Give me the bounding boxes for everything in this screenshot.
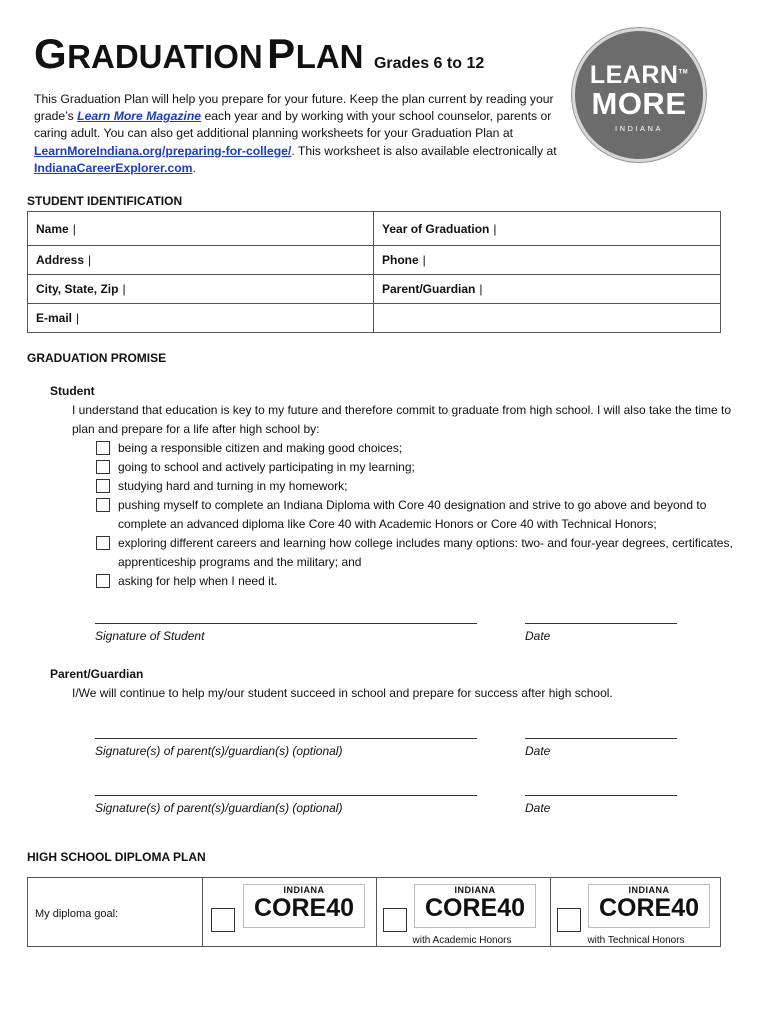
graduation-promise-heading: GRADUATION PROMISE [27,351,167,365]
student-signature-label: Signature of Student [95,629,205,643]
promise-item: going to school and actively participating in my learning; [96,458,736,477]
parent-signature-line[interactable] [95,738,477,739]
diploma-option-technical-honors [550,878,722,946]
core40-checkbox[interactable] [211,908,235,932]
parent-date-line[interactable] [525,738,677,739]
core40-logo: INDIANA CORE40 [243,884,365,928]
promise-item: pushing myself to complete an Indiana Diploma with Core 40 designation and strive to go above and beyond to complete an advanced diploma like Core 40 with Academic Honors or Core 40 with Technical Honors; [96,496,736,534]
year-of-graduation-field[interactable]: Year of Graduation | [374,212,721,246]
city-state-zip-field[interactable]: City, State, Zip | [28,275,374,304]
parent-commitment-text: I/We will continue to help my/our student succeed in school and prepare for success after high school. [72,686,613,700]
learn-more-magazine-link[interactable]: Learn More Magazine [77,109,202,124]
promise-item: exploring different careers and learning how college includes many options: two- and four-year degrees, certificates, apprenticeship programs and the military; and [96,534,736,572]
promise-checkbox[interactable] [96,479,110,493]
parent-guardian-label: Parent/Guardian [50,667,144,681]
core40-logo: INDIANA CORE40 [588,884,710,928]
diploma-goal-label: My diploma goal: [35,908,119,920]
parent-date-label: Date [525,744,551,758]
grades-subtitle: Grades 6 to 12 [373,55,485,72]
email-field[interactable]: E-mail | [28,304,374,333]
student-date-label: Date [525,629,551,643]
technical-honors-label: with Technical Honors [587,935,685,946]
student-commitment-text: I understand that education is key to my future and therefore commit to graduate from high school. I will also take the time to plan and prepare for a life after high school by: [72,403,732,436]
core40-logo: INDIANA CORE40 [414,884,536,928]
student-date-line[interactable] [525,623,677,624]
promise-checkbox[interactable] [96,574,110,588]
student-signature-line[interactable] [95,623,477,624]
parent-guardian-field[interactable]: Parent/Guardian | [374,275,721,304]
diploma-plan-table [27,877,721,947]
parent-date-line[interactable] [525,795,677,796]
career-explorer-link[interactable]: IndianaCareerExplorer.com [34,160,193,175]
phone-field[interactable]: Phone | [374,246,721,275]
student-identification-heading: STUDENT IDENTIFICATION [27,194,183,208]
empty-cell [374,304,721,333]
promise-checkbox[interactable] [96,441,110,455]
diploma-option-core40 [202,878,376,946]
parent-signature-line[interactable] [95,795,477,796]
parent-date-label: Date [525,801,551,815]
promise-item: asking for help when I need it. [96,572,736,591]
intro-paragraph: This Graduation Plan will help you prepare for your future. Keep the plan current by reading your grade’s Learn More Magazine each year and by working with your school counselor, parents or caring adult. You can also get additional planning worksheets for your Graduation Plan at LearnMoreIndiana.org/preparing-for-college/. This worksheet is also available electronically at IndianaCareerExplorer.com. [34,92,557,175]
academic-honors-checkbox[interactable] [383,908,407,932]
promise-checkbox[interactable] [96,536,110,550]
name-field[interactable]: Name | [28,212,374,246]
promise-item: being a responsible citizen and making good choices; [96,439,736,458]
parent-signature-label: Signature(s) of parent(s)/guardian(s) (optional) [95,801,343,815]
preparing-for-college-link[interactable]: LearnMoreIndiana.org/preparing-for-college/ [34,143,292,158]
parent-signature-label: Signature(s) of parent(s)/guardian(s) (optional) [95,744,343,758]
address-field[interactable]: Address | [28,246,374,275]
student-label: Student [50,384,95,398]
promise-checkbox[interactable] [96,460,110,474]
learn-more-indiana-logo: LEARN™ MORE INDIANA [572,28,706,162]
diploma-option-academic-honors [376,878,550,946]
diploma-plan-heading: HIGH SCHOOL DIPLOMA PLAN [27,850,206,864]
promise-checkbox[interactable] [96,498,110,512]
page-title: GRADUATION PLAN Grades 6 to 12 [34,30,485,77]
technical-honors-checkbox[interactable] [557,908,581,932]
academic-honors-label: with Academic Honors [412,935,512,946]
student-identification-table [27,211,721,333]
promise-item: studying hard and turning in my homework; [96,477,736,496]
